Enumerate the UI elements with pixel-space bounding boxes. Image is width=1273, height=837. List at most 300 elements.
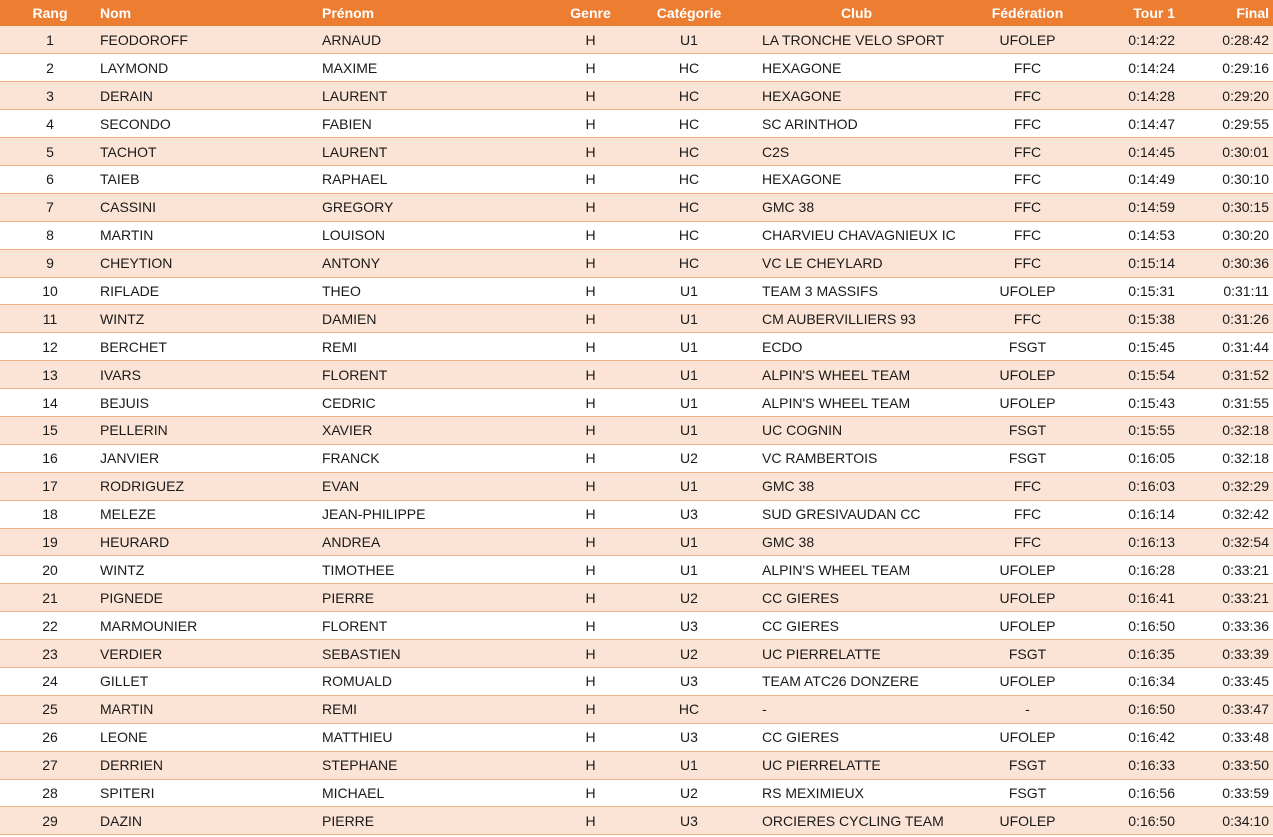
- header-nom: Nom: [100, 5, 132, 21]
- cell-federation: FFC: [969, 305, 1086, 333]
- cell-final: 0:30:15: [1181, 193, 1273, 221]
- cell-tour1: 0:15:45: [1086, 333, 1181, 361]
- cell-genre: H: [547, 138, 634, 166]
- cell-club: RS MEXIMIEUX: [744, 779, 969, 807]
- cell-prenom: LOUISON: [322, 221, 547, 249]
- cell-genre: H: [547, 556, 634, 584]
- table-row: [0, 82, 1273, 110]
- cell-genre: H: [547, 584, 634, 612]
- table-row: [0, 138, 1273, 166]
- cell-final: 0:31:55: [1181, 389, 1273, 417]
- cell-federation: FFC: [969, 528, 1086, 556]
- cell-tour1: 0:14:53: [1086, 221, 1181, 249]
- cell-categorie: HC: [634, 249, 744, 277]
- cell-categorie: U1: [634, 389, 744, 417]
- cell-federation: FSGT: [969, 416, 1086, 444]
- cell-final: 0:30:36: [1181, 249, 1273, 277]
- cell-genre: H: [547, 667, 634, 695]
- cell-tour1: 0:15:31: [1086, 277, 1181, 305]
- cell-tour1: 0:16:33: [1086, 751, 1181, 779]
- cell-club: CC GIERES: [744, 612, 969, 640]
- cell-categorie: HC: [634, 165, 744, 193]
- table-row: [0, 361, 1273, 389]
- cell-categorie: U1: [634, 277, 744, 305]
- header-prenom: Prénom: [322, 5, 375, 21]
- cell-tour1: 0:16:13: [1086, 528, 1181, 556]
- cell-categorie: U3: [634, 612, 744, 640]
- cell-club: CM AUBERVILLIERS 93: [744, 305, 969, 333]
- cell-tour1: 0:15:55: [1086, 416, 1181, 444]
- table-row: [0, 556, 1273, 584]
- cell-federation: UFOLEP: [969, 723, 1086, 751]
- cell-club: HEXAGONE: [744, 165, 969, 193]
- cell-tour1: 0:16:14: [1086, 500, 1181, 528]
- cell-categorie: HC: [634, 82, 744, 110]
- cell-genre: H: [547, 361, 634, 389]
- cell-club: ECDO: [744, 333, 969, 361]
- cell-categorie: U1: [634, 472, 744, 500]
- header-rang: Rang: [32, 5, 68, 21]
- cell-nom: TACHOT: [100, 138, 322, 166]
- cell-final: 0:33:50: [1181, 751, 1273, 779]
- cell-categorie: U3: [634, 723, 744, 751]
- cell-categorie: HC: [634, 138, 744, 166]
- cell-prenom: MATTHIEU: [322, 723, 547, 751]
- cell-nom: PIGNEDE: [100, 584, 322, 612]
- cell-genre: H: [547, 82, 634, 110]
- cell-federation: FSGT: [969, 444, 1086, 472]
- table-row: [0, 695, 1273, 723]
- cell-prenom: THEO: [322, 277, 547, 305]
- cell-rang: 22: [0, 612, 100, 640]
- cell-federation: FSGT: [969, 640, 1086, 668]
- table-row: [0, 54, 1273, 82]
- cell-rang: 16: [0, 444, 100, 472]
- header-final: Final: [1236, 5, 1269, 21]
- cell-club: ALPIN'S WHEEL TEAM: [744, 361, 969, 389]
- cell-genre: H: [547, 249, 634, 277]
- cell-final: 0:32:18: [1181, 444, 1273, 472]
- cell-final: 0:31:52: [1181, 361, 1273, 389]
- cell-categorie: HC: [634, 110, 744, 138]
- cell-categorie: U1: [634, 305, 744, 333]
- cell-club: UC COGNIN: [744, 416, 969, 444]
- cell-rang: 14: [0, 389, 100, 417]
- cell-federation: UFOLEP: [969, 26, 1086, 54]
- cell-genre: H: [547, 26, 634, 54]
- cell-final: 0:32:42: [1181, 500, 1273, 528]
- cell-tour1: 0:16:28: [1086, 556, 1181, 584]
- table-row: [0, 249, 1273, 277]
- cell-rang: 1: [0, 26, 100, 54]
- table-row: [0, 500, 1273, 528]
- header-categorie: Catégorie: [656, 5, 722, 21]
- cell-club: TEAM ATC26 DONZERE: [744, 667, 969, 695]
- cell-federation: UFOLEP: [969, 277, 1086, 305]
- cell-tour1: 0:16:50: [1086, 695, 1181, 723]
- cell-final: 0:33:39: [1181, 640, 1273, 668]
- table-row: [0, 640, 1273, 668]
- cell-federation: UFOLEP: [969, 556, 1086, 584]
- table-row: [0, 779, 1273, 807]
- cell-rang: 7: [0, 193, 100, 221]
- cell-categorie: U3: [634, 667, 744, 695]
- cell-nom: RODRIGUEZ: [100, 472, 322, 500]
- table-row: [0, 333, 1273, 361]
- cell-federation: FFC: [969, 472, 1086, 500]
- cell-club: GMC 38: [744, 528, 969, 556]
- cell-club: ALPIN'S WHEEL TEAM: [744, 389, 969, 417]
- cell-federation: FFC: [969, 221, 1086, 249]
- cell-prenom: MAXIME: [322, 54, 547, 82]
- cell-final: 0:30:20: [1181, 221, 1273, 249]
- cell-genre: H: [547, 277, 634, 305]
- cell-federation: FFC: [969, 138, 1086, 166]
- cell-nom: SPITERI: [100, 779, 322, 807]
- cell-nom: WINTZ: [100, 305, 322, 333]
- cell-final: 0:33:36: [1181, 612, 1273, 640]
- cell-rang: 17: [0, 472, 100, 500]
- cell-club: CC GIERES: [744, 584, 969, 612]
- cell-prenom: PIERRE: [322, 584, 547, 612]
- cell-prenom: LAURENT: [322, 82, 547, 110]
- cell-genre: H: [547, 165, 634, 193]
- cell-genre: H: [547, 528, 634, 556]
- cell-nom: HEURARD: [100, 528, 322, 556]
- cell-nom: BERCHET: [100, 333, 322, 361]
- cell-genre: H: [547, 640, 634, 668]
- cell-categorie: U1: [634, 26, 744, 54]
- cell-nom: MARMOUNIER: [100, 612, 322, 640]
- table-row: [0, 221, 1273, 249]
- cell-rang: 2: [0, 54, 100, 82]
- cell-club: ALPIN'S WHEEL TEAM: [744, 556, 969, 584]
- cell-federation: FSGT: [969, 751, 1086, 779]
- cell-nom: LAYMOND: [100, 54, 322, 82]
- cell-rang: 15: [0, 416, 100, 444]
- header-genre: Genre: [570, 5, 611, 21]
- cell-genre: H: [547, 305, 634, 333]
- cell-final: 0:32:18: [1181, 416, 1273, 444]
- cell-rang: 3: [0, 82, 100, 110]
- cell-categorie: U3: [634, 500, 744, 528]
- table-row: [0, 807, 1273, 835]
- cell-rang: 21: [0, 584, 100, 612]
- cell-nom: MARTIN: [100, 695, 322, 723]
- table-row: [0, 472, 1273, 500]
- cell-tour1: 0:16:34: [1086, 667, 1181, 695]
- results-body: [0, 26, 1273, 835]
- cell-federation: FSGT: [969, 333, 1086, 361]
- cell-tour1: 0:14:28: [1086, 82, 1181, 110]
- cell-genre: H: [547, 472, 634, 500]
- table-row: [0, 389, 1273, 417]
- cell-prenom: XAVIER: [322, 416, 547, 444]
- cell-genre: H: [547, 444, 634, 472]
- cell-tour1: 0:15:14: [1086, 249, 1181, 277]
- cell-prenom: ROMUALD: [322, 667, 547, 695]
- table-header-row: [0, 0, 1273, 26]
- cell-genre: H: [547, 723, 634, 751]
- cell-club: GMC 38: [744, 193, 969, 221]
- cell-final: 0:29:55: [1181, 110, 1273, 138]
- table-row: [0, 667, 1273, 695]
- cell-rang: 5: [0, 138, 100, 166]
- table-row: [0, 528, 1273, 556]
- cell-nom: BEJUIS: [100, 389, 322, 417]
- cell-tour1: 0:15:43: [1086, 389, 1181, 417]
- cell-categorie: U1: [634, 333, 744, 361]
- cell-prenom: FRANCK: [322, 444, 547, 472]
- cell-genre: H: [547, 807, 634, 835]
- cell-club: CC GIERES: [744, 723, 969, 751]
- cell-final: 0:28:42: [1181, 26, 1273, 54]
- cell-categorie: HC: [634, 221, 744, 249]
- cell-federation: -: [969, 695, 1086, 723]
- cell-tour1: 0:16:42: [1086, 723, 1181, 751]
- cell-federation: UFOLEP: [969, 807, 1086, 835]
- cell-genre: H: [547, 779, 634, 807]
- header-tour1: Tour 1: [1133, 5, 1175, 21]
- cell-categorie: U1: [634, 361, 744, 389]
- cell-nom: JANVIER: [100, 444, 322, 472]
- cell-club: TEAM 3 MASSIFS: [744, 277, 969, 305]
- cell-tour1: 0:15:38: [1086, 305, 1181, 333]
- cell-tour1: 0:16:50: [1086, 612, 1181, 640]
- cell-prenom: SEBASTIEN: [322, 640, 547, 668]
- table-row: [0, 444, 1273, 472]
- cell-prenom: JEAN-PHILIPPE: [322, 500, 547, 528]
- table-row: [0, 26, 1273, 54]
- table-row: [0, 416, 1273, 444]
- cell-rang: 9: [0, 249, 100, 277]
- cell-nom: DERAIN: [100, 82, 322, 110]
- cell-rang: 6: [0, 165, 100, 193]
- cell-rang: 8: [0, 221, 100, 249]
- cell-genre: H: [547, 333, 634, 361]
- cell-club: ORCIERES CYCLING TEAM: [744, 807, 969, 835]
- cell-federation: FFC: [969, 193, 1086, 221]
- cell-club: HEXAGONE: [744, 82, 969, 110]
- cell-genre: H: [547, 695, 634, 723]
- cell-club: UC PIERRELATTE: [744, 751, 969, 779]
- cell-prenom: FLORENT: [322, 612, 547, 640]
- cell-tour1: 0:14:47: [1086, 110, 1181, 138]
- cell-tour1: 0:16:03: [1086, 472, 1181, 500]
- cell-tour1: 0:14:49: [1086, 165, 1181, 193]
- cell-categorie: U2: [634, 444, 744, 472]
- cell-final: 0:33:21: [1181, 556, 1273, 584]
- table-row: [0, 751, 1273, 779]
- cell-club: VC RAMBERTOIS: [744, 444, 969, 472]
- cell-rang: 18: [0, 500, 100, 528]
- cell-prenom: TIMOTHEE: [322, 556, 547, 584]
- cell-final: 0:31:11: [1181, 277, 1273, 305]
- cell-federation: FFC: [969, 500, 1086, 528]
- cell-prenom: ARNAUD: [322, 26, 547, 54]
- cell-rang: 28: [0, 779, 100, 807]
- cell-categorie: U2: [634, 584, 744, 612]
- cell-prenom: CEDRIC: [322, 389, 547, 417]
- cell-rang: 25: [0, 695, 100, 723]
- cell-club: GMC 38: [744, 472, 969, 500]
- cell-genre: H: [547, 54, 634, 82]
- cell-categorie: U1: [634, 416, 744, 444]
- cell-federation: UFOLEP: [969, 584, 1086, 612]
- cell-tour1: 0:16:56: [1086, 779, 1181, 807]
- cell-categorie: U1: [634, 751, 744, 779]
- cell-genre: H: [547, 221, 634, 249]
- cell-prenom: PIERRE: [322, 807, 547, 835]
- cell-club: C2S: [744, 138, 969, 166]
- cell-prenom: DAMIEN: [322, 305, 547, 333]
- cell-nom: GILLET: [100, 667, 322, 695]
- cell-prenom: ANTONY: [322, 249, 547, 277]
- cell-rang: 10: [0, 277, 100, 305]
- cell-rang: 24: [0, 667, 100, 695]
- cell-categorie: U2: [634, 779, 744, 807]
- cell-categorie: U2: [634, 640, 744, 668]
- cell-prenom: STEPHANE: [322, 751, 547, 779]
- cell-federation: UFOLEP: [969, 361, 1086, 389]
- table-row: [0, 193, 1273, 221]
- cell-prenom: MICHAEL: [322, 779, 547, 807]
- cell-tour1: 0:16:41: [1086, 584, 1181, 612]
- cell-federation: UFOLEP: [969, 667, 1086, 695]
- cell-final: 0:31:44: [1181, 333, 1273, 361]
- cell-final: 0:33:48: [1181, 723, 1273, 751]
- cell-rang: 11: [0, 305, 100, 333]
- cell-categorie: HC: [634, 193, 744, 221]
- table-row: [0, 612, 1273, 640]
- header-club: Club: [840, 5, 873, 21]
- cell-club: UC PIERRELATTE: [744, 640, 969, 668]
- cell-genre: H: [547, 500, 634, 528]
- table-row: [0, 723, 1273, 751]
- cell-prenom: FABIEN: [322, 110, 547, 138]
- cell-rang: 4: [0, 110, 100, 138]
- cell-final: 0:32:29: [1181, 472, 1273, 500]
- cell-categorie: HC: [634, 54, 744, 82]
- cell-final: 0:29:16: [1181, 54, 1273, 82]
- cell-prenom: REMI: [322, 695, 547, 723]
- cell-tour1: 0:16:50: [1086, 807, 1181, 835]
- cell-federation: FFC: [969, 110, 1086, 138]
- cell-final: 0:29:20: [1181, 82, 1273, 110]
- cell-rang: 19: [0, 528, 100, 556]
- cell-prenom: FLORENT: [322, 361, 547, 389]
- cell-nom: RIFLADE: [100, 277, 322, 305]
- cell-federation: FSGT: [969, 779, 1086, 807]
- cell-federation: FFC: [969, 54, 1086, 82]
- cell-nom: DAZIN: [100, 807, 322, 835]
- cell-final: 0:33:45: [1181, 667, 1273, 695]
- cell-tour1: 0:14:22: [1086, 26, 1181, 54]
- cell-club: SUD GRESIVAUDAN CC: [744, 500, 969, 528]
- cell-prenom: GREGORY: [322, 193, 547, 221]
- cell-nom: WINTZ: [100, 556, 322, 584]
- cell-final: 0:30:01: [1181, 138, 1273, 166]
- cell-nom: FEODOROFF: [100, 26, 322, 54]
- cell-rang: 13: [0, 361, 100, 389]
- cell-final: 0:33:21: [1181, 584, 1273, 612]
- cell-tour1: 0:14:24: [1086, 54, 1181, 82]
- cell-rang: 23: [0, 640, 100, 668]
- cell-prenom: ANDREA: [322, 528, 547, 556]
- cell-nom: IVARS: [100, 361, 322, 389]
- cell-final: 0:32:54: [1181, 528, 1273, 556]
- cell-rang: 26: [0, 723, 100, 751]
- cell-genre: H: [547, 193, 634, 221]
- table-row: [0, 165, 1273, 193]
- cell-federation: FFC: [969, 165, 1086, 193]
- cell-final: 0:33:59: [1181, 779, 1273, 807]
- cell-final: 0:34:10: [1181, 807, 1273, 835]
- cell-club: CHARVIEU CHAVAGNIEUX IC: [744, 221, 969, 249]
- cell-federation: UFOLEP: [969, 612, 1086, 640]
- cell-final: 0:33:47: [1181, 695, 1273, 723]
- cell-nom: MELEZE: [100, 500, 322, 528]
- cell-tour1: 0:14:45: [1086, 138, 1181, 166]
- cell-federation: FFC: [969, 249, 1086, 277]
- cell-categorie: U1: [634, 556, 744, 584]
- cell-categorie: HC: [634, 695, 744, 723]
- header-federation: Fédération: [991, 5, 1064, 21]
- cell-tour1: 0:16:05: [1086, 444, 1181, 472]
- table-row: [0, 584, 1273, 612]
- cell-genre: H: [547, 110, 634, 138]
- cell-final: 0:30:10: [1181, 165, 1273, 193]
- cell-tour1: 0:16:35: [1086, 640, 1181, 668]
- cell-federation: FFC: [969, 82, 1086, 110]
- cell-nom: CHEYTION: [100, 249, 322, 277]
- cell-categorie: U3: [634, 807, 744, 835]
- cell-prenom: RAPHAEL: [322, 165, 547, 193]
- cell-genre: H: [547, 416, 634, 444]
- cell-prenom: EVAN: [322, 472, 547, 500]
- cell-club: -: [744, 695, 969, 723]
- table-row: [0, 277, 1273, 305]
- table-row: [0, 110, 1273, 138]
- cell-club: LA TRONCHE VELO SPORT: [744, 26, 969, 54]
- cell-categorie: U1: [634, 528, 744, 556]
- cell-prenom: LAURENT: [322, 138, 547, 166]
- cell-tour1: 0:14:59: [1086, 193, 1181, 221]
- cell-rang: 12: [0, 333, 100, 361]
- cell-nom: LEONE: [100, 723, 322, 751]
- cell-nom: CASSINI: [100, 193, 322, 221]
- cell-nom: PELLERIN: [100, 416, 322, 444]
- cell-genre: H: [547, 389, 634, 417]
- cell-prenom: REMI: [322, 333, 547, 361]
- cell-nom: SECONDO: [100, 110, 322, 138]
- cell-nom: DERRIEN: [100, 751, 322, 779]
- cell-tour1: 0:15:54: [1086, 361, 1181, 389]
- cell-genre: H: [547, 612, 634, 640]
- cell-nom: MARTIN: [100, 221, 322, 249]
- cell-rang: 20: [0, 556, 100, 584]
- cell-genre: H: [547, 751, 634, 779]
- table-row: [0, 305, 1273, 333]
- cell-nom: TAIEB: [100, 165, 322, 193]
- cell-club: SC ARINTHOD: [744, 110, 969, 138]
- cell-rang: 27: [0, 751, 100, 779]
- cell-rang: 29: [0, 807, 100, 835]
- cell-club: VC LE CHEYLARD: [744, 249, 969, 277]
- cell-nom: VERDIER: [100, 640, 322, 668]
- cell-final: 0:31:26: [1181, 305, 1273, 333]
- cell-club: HEXAGONE: [744, 54, 969, 82]
